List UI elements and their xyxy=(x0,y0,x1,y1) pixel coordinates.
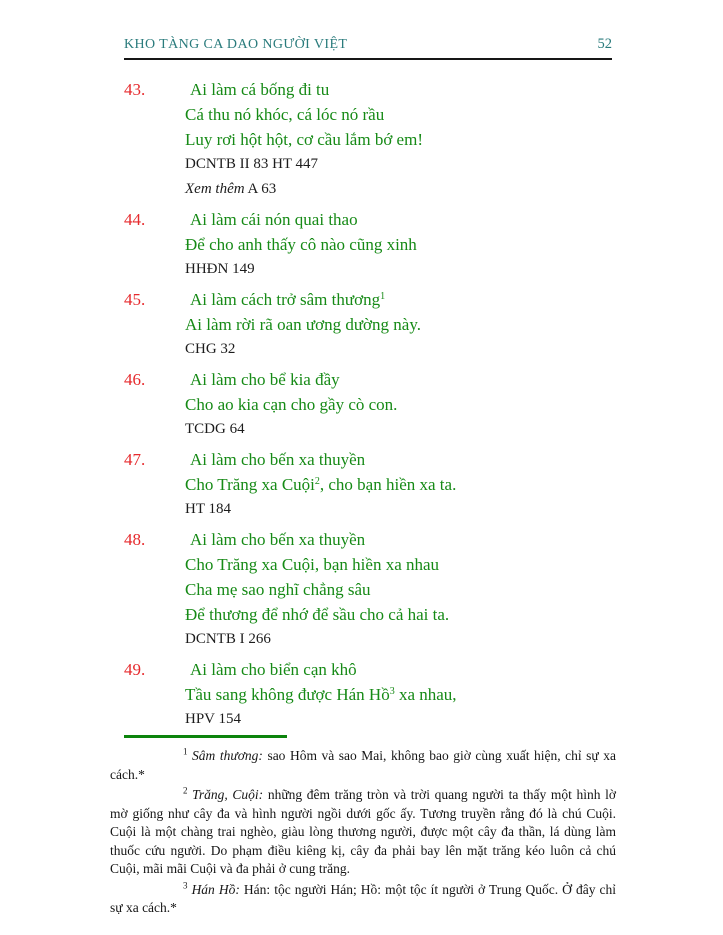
verse-line: Cha mẹ sao nghĩ chẳng sâu xyxy=(185,580,371,599)
entry-body xyxy=(185,527,644,652)
verse-entries xyxy=(124,77,644,737)
entry-number: 45. xyxy=(124,290,146,309)
source-ref: DCNTB I 266 xyxy=(185,631,271,647)
source-ref: HT 184 xyxy=(185,501,231,517)
footnote-marker: 2 xyxy=(183,785,188,796)
source-ref: DCNTB II 83 HT 447 xyxy=(185,156,319,172)
verse-line: Ai làm cho bể kia đầy xyxy=(190,370,340,389)
entry xyxy=(124,77,644,202)
entry xyxy=(124,367,644,442)
verse-line: Ai làm cho biển cạn khô xyxy=(190,660,357,679)
verse-line: Ai làm cách trở sâm thương$^1$ xyxy=(190,290,386,309)
source-ref: HPV 154 xyxy=(185,711,241,727)
verse-line: Ai làm cá bống đi tu xyxy=(190,80,330,99)
verse-line: Để cho anh thấy cô nào cũng xinh xyxy=(185,235,417,254)
source-ref: HHĐN 149 xyxy=(185,261,255,277)
entry xyxy=(124,447,644,522)
entry xyxy=(124,657,644,732)
footnote-text: sao Hôm và sao Mai, không bao giờ cùng xuất hiện, chỉ sự xa cách.* xyxy=(110,748,617,782)
footnote xyxy=(110,747,616,784)
entry-body xyxy=(185,287,644,362)
entry xyxy=(124,287,644,362)
verse-line: Luy rơi hột hột, cơ cầu lắm bớ em! xyxy=(185,130,423,149)
header-rule xyxy=(124,58,612,60)
footnote-term: Trăng, Cuội: xyxy=(192,787,264,802)
verse-line: Để thương để nhớ để sầu cho cả hai ta. xyxy=(185,605,450,624)
footnote-rule xyxy=(124,735,287,738)
footnote-marker: 3 xyxy=(183,880,188,890)
entry-body xyxy=(185,207,644,282)
page-header xyxy=(124,36,612,60)
book-title: KHO TÀNG CA DAO NGƯỜI VIỆT xyxy=(124,37,348,52)
running-head xyxy=(124,36,612,58)
verse-line: Cho Trăng xa Cuội$^2$, cho bạn hiền xa ta. xyxy=(185,475,457,494)
verse-line: Cá thu nó khóc, cá lóc nó rầu xyxy=(185,105,385,124)
entry xyxy=(124,527,644,652)
entry-number: 46. xyxy=(124,370,146,389)
verse-line: Ai làm cái nón quai thao xyxy=(190,210,358,229)
footnote-text: những đêm trăng tròn và trời quang người ta thấy một hình lờ mờ giống như cây đa và hình người ngồi dưới gốc ấy. Tương truyền rằng đó là chú Cuội. Cuội là một chàng trai nghèo, giàu lòng thương người, được một cây đa thần, lá dùng làm thuốc cứu người. Do phạm điều kiêng kị, cây đa phải bay lên mặt trăng kéo luôn cả chú Cuội, mãi mãi Cuội và đa phải ở cung trăng. xyxy=(110,787,616,876)
entry-body xyxy=(185,77,644,202)
verse-line: Ai làm cho bến xa thuyền xyxy=(190,450,366,469)
source-ref: CHG 32 xyxy=(185,341,236,357)
footnote-marker: 1 xyxy=(183,746,188,757)
see-also-note: Xem thêm A 63 xyxy=(185,181,277,197)
entry-body xyxy=(185,447,644,522)
footnote-term: Sâm thương: xyxy=(192,748,263,763)
verse-line: Cho Trăng xa Cuội, bạn hiền xa nhau xyxy=(185,555,440,574)
entry-number: 43. xyxy=(124,80,146,99)
entry-number: 49. xyxy=(124,660,146,679)
page-number: 52 xyxy=(597,36,612,52)
entry-body xyxy=(185,657,644,732)
entry xyxy=(124,207,644,282)
footnote-term: Hán Hồ: xyxy=(191,881,240,897)
verse-line: Tầu sang không được Hán Hồ$^3$ xa nhau, xyxy=(185,685,457,704)
footnotes-section xyxy=(110,735,616,918)
entry-body xyxy=(185,367,644,442)
source-ref: TCDG 64 xyxy=(185,421,245,437)
verse-line: Cho ao kia cạn cho gầy cò con. xyxy=(185,395,398,414)
entry-number: 47. xyxy=(124,450,146,469)
footnote xyxy=(110,786,616,879)
footnote xyxy=(110,881,616,918)
verse-line: Ai làm cho bến xa thuyền xyxy=(190,530,366,549)
entry-number: 44. xyxy=(124,210,146,229)
verse-line: Ai làm rời rã oan ương dường này. xyxy=(185,315,421,334)
footnote-text: Hán: tộc người Hán; Hồ: một tộc ít người ở Trung Quốc. Ở đây chỉ sự xa cách.* xyxy=(110,881,617,915)
entry-number: 48. xyxy=(124,530,146,549)
